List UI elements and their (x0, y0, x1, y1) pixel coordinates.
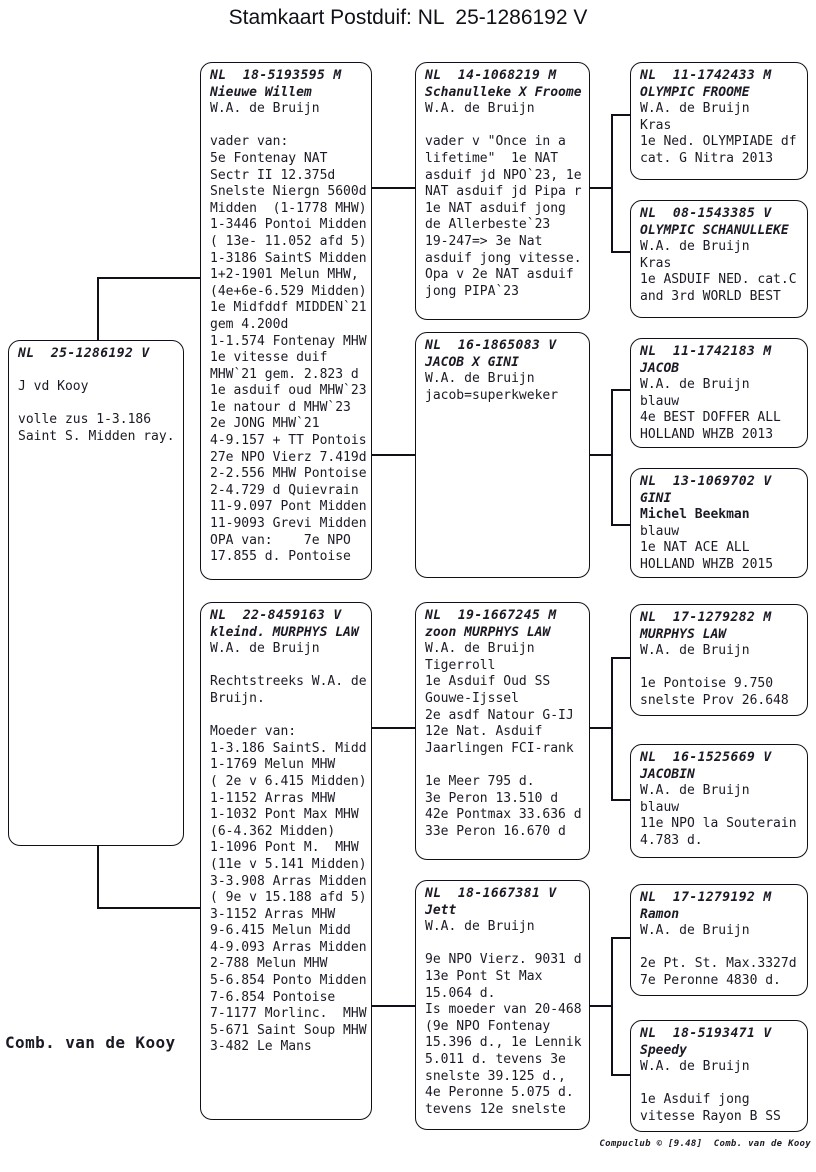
detail-line: W.A. de Bruijn (640, 377, 750, 393)
owner-label: Comb. van de Kooy (5, 1033, 176, 1052)
pigeon-name: JACOBIN (640, 766, 695, 782)
box-fmm (630, 468, 808, 578)
detail-line: de Allerbeste`23 (425, 217, 551, 233)
detail-line: Gouwe-Ijssel (425, 690, 519, 706)
detail-line: 42e Pontmax 33.636 d (425, 807, 582, 823)
detail-line: 9-6.415 Melun Midd (210, 923, 351, 939)
detail-line: 13e Pont St Max (425, 968, 543, 984)
ring-number: NL 19-1667245 M (425, 608, 557, 623)
detail-line: 15.064 d. (425, 985, 496, 1001)
pigeon-details (18, 363, 175, 446)
detail-line: W.A. de Bruijn (640, 1059, 750, 1075)
ring-number: NL 17-1279282 M (640, 610, 772, 625)
ring-number: NL 14-1068219 M (425, 68, 557, 83)
detail-line: Opa v 2e NAT asduif (425, 267, 574, 283)
detail-line: 1-3186 SaintS Midden (210, 250, 367, 266)
detail-line: NAT asduif jd Pipa r (425, 184, 582, 200)
detail-line: 3e Peron 13.510 d (425, 790, 559, 806)
detail-line: 7e Peronne 4830 d. (640, 972, 781, 988)
connector-line (590, 187, 613, 189)
detail-line: gem 4.200d (210, 316, 289, 332)
detail-line: 1+2-1901 Melun MHW, (210, 267, 359, 283)
connector-line (611, 1074, 631, 1076)
detail-line: ( 13e- 11.052 afd 5) (210, 233, 367, 249)
detail-line: W.A. de Bruijn (425, 101, 535, 117)
detail-line: 1e NAT asduif jong (425, 200, 566, 216)
detail-line: W.A. de Bruijn (640, 101, 750, 117)
connector-line (611, 389, 613, 526)
pigeon-name: Nieuwe Willem (210, 84, 312, 100)
pigeon-details (425, 641, 581, 840)
detail-line: MHW`21 gem. 2.823 d (210, 366, 359, 382)
connector-line (611, 114, 613, 253)
detail-line: 2-2.556 MHW Pontoise (210, 466, 367, 482)
box-mother-father (415, 602, 590, 860)
detail-line: 5-671 Saint Soup MHW (210, 1022, 367, 1038)
detail-line: 2e JONG MHW`21 (210, 416, 320, 432)
box-father-father (415, 62, 590, 320)
detail-line: 1e NAT ACE ALL (640, 540, 750, 556)
detail-line: 4-9.157 + TT Pontois (210, 433, 367, 449)
connector-line (611, 524, 631, 526)
detail-line: jacob=superkweker (425, 387, 559, 403)
detail-line: 3-1152 Arras MHW (210, 906, 336, 922)
box-mother (200, 602, 372, 1120)
detail-line: W.A. de Bruijn (640, 239, 750, 255)
detail-line: ( 2e v 6.415 Midden) (210, 773, 367, 789)
pigeon-name: Ramon (640, 906, 680, 922)
detail-line (425, 757, 581, 774)
detail-line: asduif jong vitesse. (425, 250, 582, 266)
page-title: Stamkaart Postduif: NL 25-1286192 V (228, 6, 588, 29)
connector-line (372, 187, 416, 189)
pigeon-details (640, 101, 799, 167)
detail-line: Sectr II 12.375d (210, 167, 336, 183)
pigeon-details (210, 101, 367, 566)
connector-line (372, 1005, 416, 1007)
pigeon-name: kleind. MURPHYS LAW (210, 624, 359, 640)
box-ffm (630, 200, 808, 318)
pigeon-details (425, 371, 581, 404)
detail-line: 2e asdf Natour G-IJ (425, 707, 574, 723)
detail-line (210, 118, 363, 135)
detail-line: Midden (1-1778 MHW) (210, 200, 367, 216)
detail-line: 7-1177 Morlinc. MHW (210, 1006, 367, 1022)
connector-line (611, 937, 613, 1076)
detail-line: 5-6.854 Ponto Midden (210, 973, 367, 989)
connector-line (590, 727, 613, 729)
ring-number: NL 17-1279192 M (640, 890, 772, 905)
detail-line: and 3rd WORLD BEST (640, 288, 781, 304)
detail-line: 1-1152 Arras MHW (210, 790, 336, 806)
detail-line: (4e+6e-6.529 Midden) (210, 283, 367, 299)
pigeon-name: JACOB X GINI (425, 354, 519, 370)
detail-line: 1e natour d MHW`23 (210, 399, 351, 415)
pigeon-details (640, 239, 799, 305)
box-father-mother (415, 332, 590, 578)
detail-line: 9e NPO Vierz. 9031 d (425, 952, 582, 968)
detail-line: blauw (640, 393, 680, 409)
pigeon-details (640, 507, 799, 573)
detail-line: 1e Asduif Oud SS (425, 674, 551, 690)
pigeon-name: Speedy (640, 1042, 687, 1058)
box-mmf (630, 884, 808, 996)
detail-line: 12e Nat. Asduif (425, 724, 543, 740)
detail-line: W.A. de Bruijn (425, 371, 535, 387)
detail-line: Rechtstreeks W.A. de (210, 674, 367, 690)
detail-line: 1e Ned. OLYMPIADE df (640, 134, 797, 150)
detail-line: 5.011 d. tevens 3e (425, 1051, 566, 1067)
detail-line: asduif jd NPO`23, 1e (425, 167, 582, 183)
ring-number: NL 16-1865083 V (425, 338, 557, 353)
detail-line: 2-4.729 d Quievrain (210, 482, 359, 498)
detail-line (640, 1076, 799, 1093)
detail-line: 17.855 d. Pontoise (210, 549, 351, 565)
pigeon-name: Jett (425, 902, 457, 918)
detail-line: 4e BEST DOFFER ALL (640, 410, 781, 426)
detail-line: Bruijn. (210, 690, 265, 706)
detail-line: 1-1096 Pont M. MHW (210, 840, 359, 856)
detail-line: 1e Pontoise 9.750 (640, 676, 774, 692)
detail-line: 4.783 d. (640, 832, 703, 848)
detail-line: vader v "Once in a (425, 134, 566, 150)
pigeon-details (210, 641, 367, 1056)
detail-line (18, 363, 175, 380)
connector-line (372, 727, 416, 729)
detail-line: W.A. de Bruijn (210, 641, 320, 657)
detail-line: vitesse Rayon B SS (640, 1108, 781, 1124)
detail-line: lifetime" 1e NAT (425, 150, 559, 166)
detail-line: 1e asduif oud MHW`23 (210, 383, 367, 399)
connector-line (611, 799, 631, 801)
detail-line: 1-1032 Pont Max MHW (210, 807, 359, 823)
detail-line: W.A. de Bruijn (640, 643, 750, 659)
detail-line: 1e ASDUIF NED. cat.C (640, 272, 797, 288)
pigeon-name: MURPHYS LAW (640, 626, 727, 642)
detail-line: 19-247=> 3e Nat (425, 233, 543, 249)
footer-credit: Compuclub © [9.48] Comb. van de Kooy (599, 1139, 811, 1149)
detail-line: W.A. de Bruijn (210, 101, 320, 117)
detail-line: 1-1769 Melun MHW (210, 757, 336, 773)
box-fmf (630, 338, 808, 448)
ring-number: NL 18-5193595 M (210, 68, 342, 83)
detail-line: HOLLAND WHZB 2013 (640, 426, 774, 442)
detail-line: Kras (640, 255, 672, 271)
ring-number: NL 18-1667381 V (425, 886, 557, 901)
detail-line: 11e NPO la Souterain (640, 816, 797, 832)
connector-line (611, 657, 631, 659)
detail-line: 1-3446 Pontoi Midden (210, 217, 367, 233)
detail-line: Moeder van: (210, 724, 297, 740)
pigeon-name: Schanulleke X Froome (425, 84, 582, 100)
detail-line: 4-9.093 Arras Midden (210, 939, 367, 955)
detail-line: OPA van: 7e NPO (210, 532, 351, 548)
ring-number: NL 11-1742183 M (640, 344, 772, 359)
connector-line (611, 114, 631, 116)
pigeon-details (640, 923, 799, 989)
pigeon-name: JACOB (640, 360, 680, 376)
detail-line: snelste Prov 26.648 (640, 692, 789, 708)
ring-number: NL 13-1069702 V (640, 474, 772, 489)
detail-line: 5e Fontenay NAT (210, 150, 328, 166)
box-fff (630, 62, 808, 180)
connector-line (590, 1005, 613, 1007)
detail-line: W.A. de Bruijn (640, 783, 750, 799)
detail-line: 11-9.097 Pont Midden (210, 499, 367, 515)
detail-line: Kras (640, 117, 672, 133)
detail-line: (9e NPO Fontenay (425, 1018, 551, 1034)
connector-line (97, 845, 99, 909)
detail-line: jong PIPA`23 (425, 283, 519, 299)
box-mfm (630, 744, 808, 858)
detail-line: Is moeder van 20-468 (425, 1002, 582, 1018)
detail-line: snelste 39.125 d., (425, 1068, 566, 1084)
detail-line: 1e Asduif jong (640, 1092, 750, 1108)
detail-line: (6-4.362 Midden) (210, 823, 336, 839)
detail-line: 7-6.854 Pontoise (210, 989, 336, 1005)
connector-line (611, 937, 631, 939)
connector-line (611, 657, 613, 801)
connector-line (590, 454, 613, 456)
detail-line: volle zus 1-3.186 (18, 412, 152, 428)
detail-line: 1e Meer 795 d. (425, 773, 535, 789)
detail-line: 33e Peron 16.670 d (425, 823, 566, 839)
detail-line: 3-3.908 Arras Midden (210, 873, 367, 889)
detail-line (640, 940, 799, 957)
detail-line: 1e Midfddf MIDDEN`21 (210, 300, 367, 316)
detail-line: blauw (640, 799, 680, 815)
detail-line: tevens 12e snelste (425, 1101, 566, 1117)
detail-line: blauw (640, 523, 680, 539)
detail-line (18, 396, 175, 413)
detail-line: 2e Pt. St. Max.3327d (640, 956, 797, 972)
box-mff (630, 604, 808, 716)
connector-line (97, 907, 201, 909)
detail-line (640, 660, 799, 677)
detail-line: 15.396 d., 1e Lennik (425, 1035, 582, 1051)
box-mother-mother (415, 880, 590, 1130)
ring-number: NL 08-1543385 V (640, 206, 772, 221)
box-father (200, 62, 372, 580)
connector-line (97, 277, 99, 341)
detail-line: J vd Kooy (18, 379, 89, 395)
ring-number: NL 11-1742433 M (640, 68, 772, 83)
detail-line (210, 708, 363, 725)
detail-line: 1e vitesse duif (210, 350, 328, 366)
detail-line: Tigerroll (425, 657, 496, 673)
detail-line: Jaarlingen FCI-rank (425, 740, 574, 756)
pigeon-name: OLYMPIC FROOME (640, 84, 750, 100)
box-mmm (630, 1020, 808, 1132)
detail-line: (11e v 5.141 Midden) (210, 856, 367, 872)
detail-line: 1-3.186 SaintS. Midd (210, 740, 367, 756)
detail-line: W.A. de Bruijn (425, 919, 535, 935)
pigeon-name: zoon MURPHYS LAW (425, 624, 551, 640)
pigeon-name: OLYMPIC SCHANULLEKE (640, 222, 789, 238)
detail-line: 1-1.574 Fontenay MHW (210, 333, 367, 349)
pigeon-details (640, 377, 799, 443)
pigeon-details (640, 643, 799, 709)
detail-line: W.A. de Bruijn (640, 923, 750, 939)
ring-number: NL 22-8459163 V (210, 608, 342, 623)
detail-line: 2-788 Melun MHW (210, 956, 328, 972)
detail-line (425, 118, 581, 135)
detail-line: vader van: (210, 134, 289, 150)
detail-line: 11-9093 Grevi Midden (210, 516, 367, 532)
pigeon-details (640, 783, 799, 849)
detail-line: 4e Peronne 5.075 d. (425, 1085, 574, 1101)
connector-line (372, 454, 416, 456)
ring-number: NL 25-1286192 V (18, 346, 150, 361)
detail-line: ( 9e v 15.188 afd 5) (210, 890, 367, 906)
pigeon-details (425, 919, 581, 1118)
detail-line: W.A. de Bruijn (425, 641, 535, 657)
detail-line: Saint S. Midden ray. (18, 428, 175, 444)
pigeon-details (425, 101, 581, 300)
detail-line (425, 936, 581, 953)
detail-line: 27e NPO Vierz 7.419d (210, 449, 367, 465)
pigeon-details (640, 1059, 799, 1125)
detail-line: Snelste Niergn 5600d (210, 184, 367, 200)
detail-line: Michel Beekman (640, 507, 750, 523)
detail-line: HOLLAND WHZB 2015 (640, 556, 774, 572)
ring-number: NL 16-1525669 V (640, 750, 772, 765)
detail-line: cat. G Nitra 2013 (640, 150, 774, 166)
detail-line: 3-482 Le Mans (210, 1039, 312, 1055)
connector-line (611, 251, 631, 253)
pigeon-name: GINI (640, 490, 672, 506)
ring-number: NL 18-5193471 V (640, 1026, 772, 1041)
connector-line (97, 277, 201, 279)
detail-line (210, 658, 363, 675)
connector-line (611, 389, 631, 391)
box-subject (8, 340, 184, 846)
